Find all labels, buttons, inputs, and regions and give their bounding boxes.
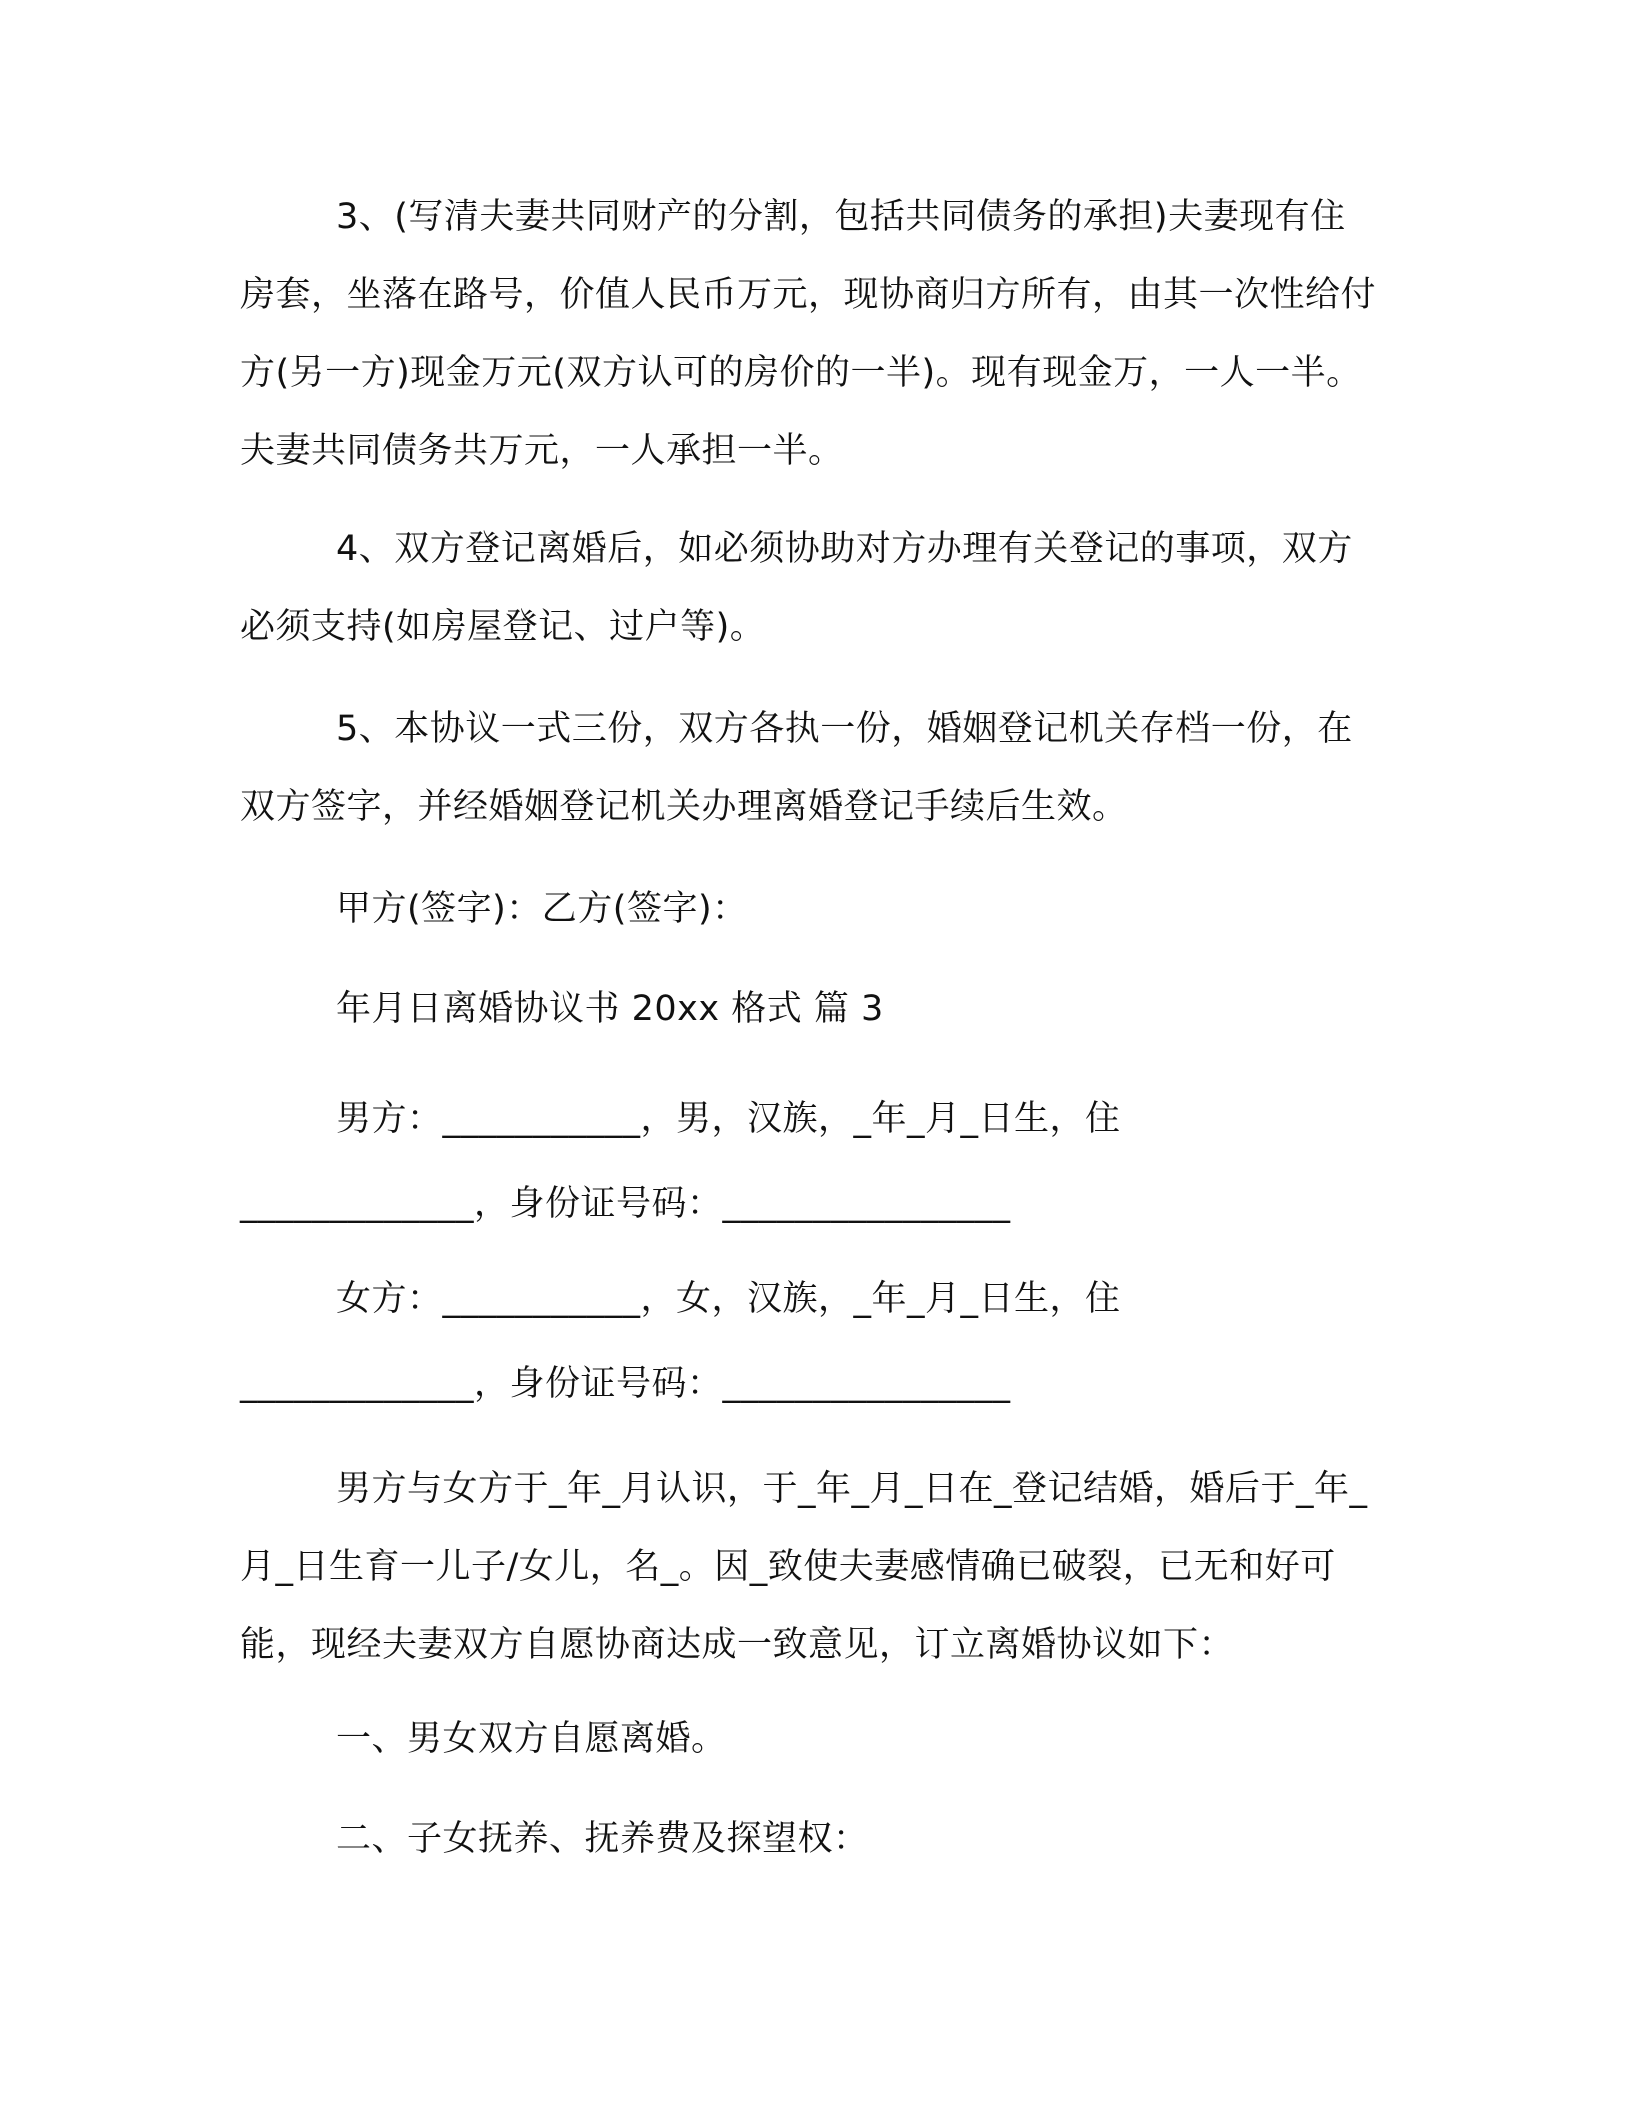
paragraph-copies: 5、本协议一式三份，双方各执一份，婚姻登记机关存档一份，在双方签字，并经婚姻登记机关办理离婚登记手续后生效。	[240, 709, 1353, 827]
paragraph-registration-assistance: 4、双方登记离婚后，如必须协助对方办理有关登记的事项，双方必须支持(如房屋登记、过户等)。	[240, 529, 1353, 647]
paragraph-property-division: 3、(写清夫妻共同财产的分割，包括共同债务的承担)夫妻现有住房套，坐落在路号，价值人民币万元，现协商归方所有，由其一次性给付方(另一方)现金万元(双方认可的房价的一半)。现有现金万，一人一半。夫妻共同债务共万元，一人承担一半。	[240, 197, 1377, 471]
section-heading: 年月日离婚协议书 20xx 格式 篇 3	[336, 989, 884, 1029]
male-info-line-1: 男方：___________，男，汉族，_年_月_日生，住	[336, 1099, 1121, 1139]
clause-two: 二、子女抚养、抚养费及探望权：	[336, 1819, 869, 1859]
paragraph-introduction: 男方与女方于_年_月认识，于_年_月_日在_登记结婚，婚后于_年_月_日生育一儿子/女儿，名_。因_致使夫妻感情确已破裂，已无和好可能，现经夫妻双方自愿协商达成一致意见，订立离婚协议如下：	[240, 1469, 1368, 1665]
female-info-line-1: 女方：___________，女，汉族，_年_月_日生，住	[336, 1279, 1121, 1319]
clause-one: 一、男女双方自愿离婚。	[336, 1719, 727, 1759]
male-info-line-2: _____________，身份证号码：________________	[240, 1184, 1011, 1224]
female-info-line-2: _____________，身份证号码：________________	[240, 1364, 1011, 1404]
signature-line: 甲方(签字)：乙方(签字)：	[336, 889, 748, 929]
